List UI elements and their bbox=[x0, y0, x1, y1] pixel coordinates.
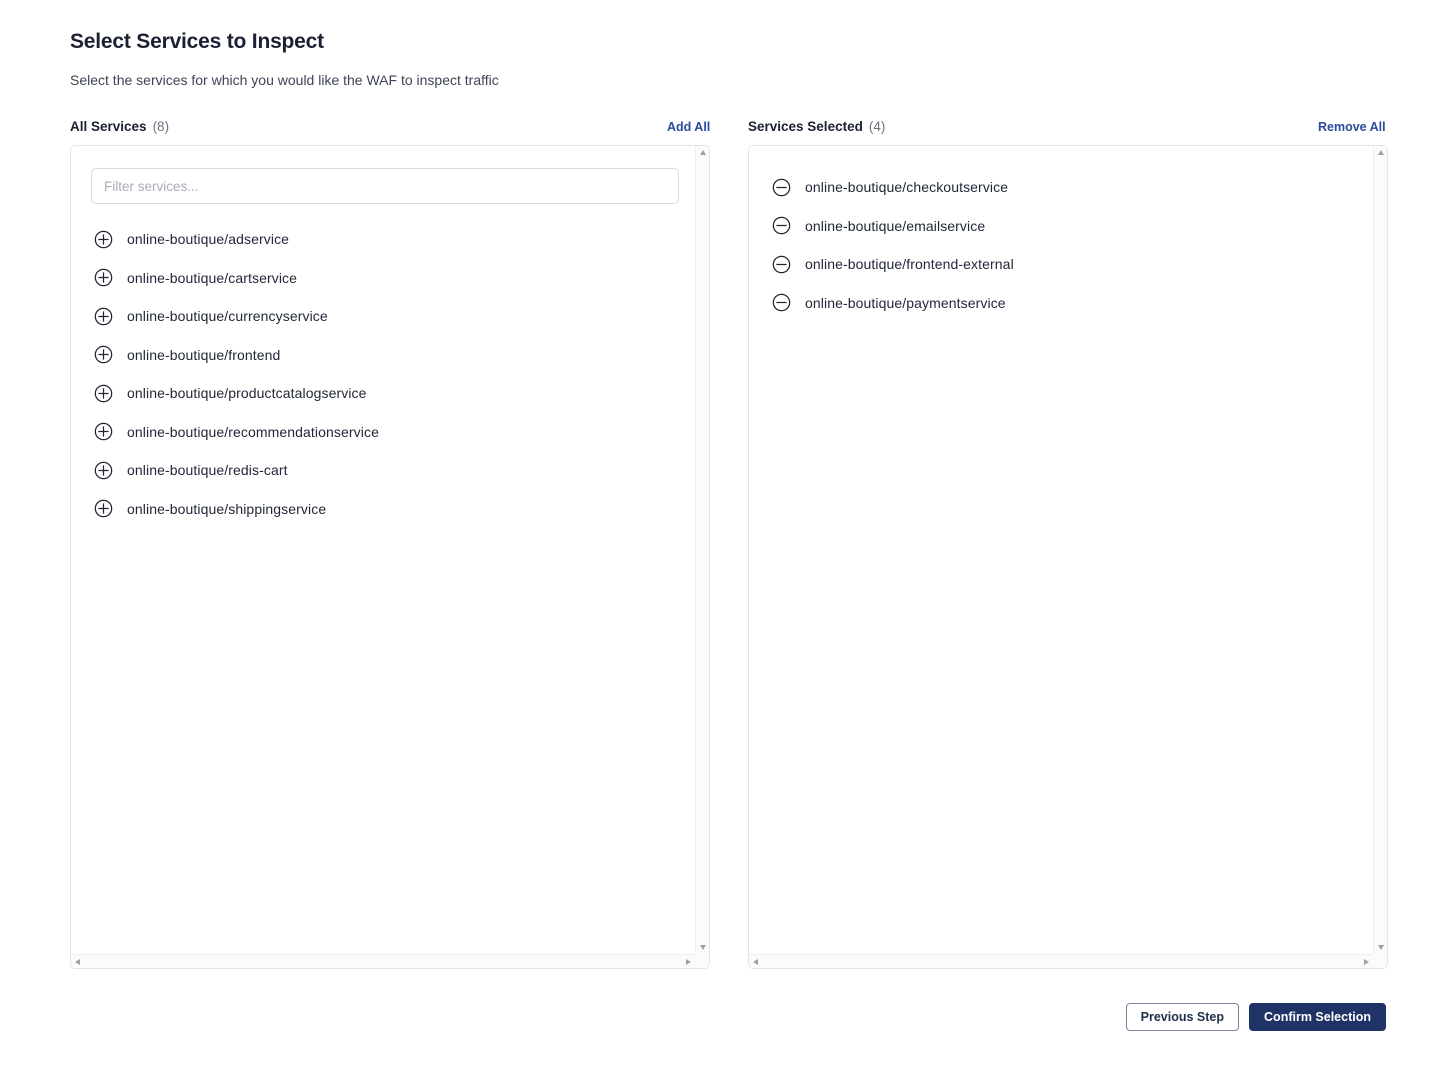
services-selected-count: (4) bbox=[868, 119, 886, 134]
services-selected-panel bbox=[748, 145, 1388, 969]
service-name: online-boutique/redis-cart bbox=[127, 462, 288, 479]
previous-step-button[interactable]: Previous Step bbox=[1126, 1003, 1239, 1031]
plus-circle-icon bbox=[94, 268, 113, 287]
all-services-list bbox=[71, 204, 695, 528]
service-name: online-boutique/frontend bbox=[127, 346, 281, 363]
services-selected-scroll-content bbox=[749, 146, 1373, 954]
scroll-left-icon[interactable] bbox=[75, 959, 80, 965]
add-all-button[interactable]: Add All bbox=[667, 120, 711, 134]
services-selected-title: Services Selected bbox=[748, 119, 863, 134]
confirm-selection-button[interactable]: Confirm Selection bbox=[1249, 1003, 1386, 1031]
plus-circle-icon bbox=[94, 307, 113, 326]
service-name: online-boutique/checkoutservice bbox=[805, 179, 1009, 196]
list-item[interactable] bbox=[71, 490, 695, 529]
selected-services-list bbox=[749, 146, 1373, 322]
page-subtitle: Select the services for which you would like the WAF to inspect traffic bbox=[70, 72, 499, 88]
filter-container bbox=[71, 146, 695, 204]
service-name: online-boutique/cartservice bbox=[127, 269, 298, 286]
service-name: online-boutique/emailservice bbox=[805, 217, 986, 234]
footer-actions bbox=[1126, 1003, 1386, 1031]
scrollbar-corner bbox=[695, 954, 709, 968]
all-services-header bbox=[70, 119, 169, 139]
service-name: online-boutique/currencyservice bbox=[127, 308, 328, 325]
service-name: online-boutique/productcatalogservice bbox=[127, 385, 367, 402]
minus-circle-icon bbox=[772, 293, 791, 312]
plus-circle-icon bbox=[94, 384, 113, 403]
scroll-left-icon[interactable] bbox=[753, 959, 758, 965]
filter-services-input[interactable] bbox=[91, 168, 679, 204]
vertical-scrollbar[interactable] bbox=[1373, 146, 1387, 954]
services-selected-header bbox=[748, 119, 885, 139]
all-services-panel bbox=[70, 145, 710, 969]
scroll-up-icon[interactable] bbox=[700, 150, 706, 155]
list-item[interactable] bbox=[749, 284, 1373, 323]
list-item[interactable] bbox=[71, 259, 695, 298]
list-item[interactable] bbox=[71, 451, 695, 490]
list-item[interactable] bbox=[71, 220, 695, 259]
minus-circle-icon bbox=[772, 178, 791, 197]
list-item[interactable] bbox=[71, 374, 695, 413]
horizontal-scrollbar[interactable] bbox=[71, 954, 695, 968]
scroll-down-icon[interactable] bbox=[700, 945, 706, 950]
plus-circle-icon bbox=[94, 499, 113, 518]
plus-circle-icon bbox=[94, 422, 113, 441]
vertical-scrollbar[interactable] bbox=[695, 146, 709, 954]
minus-circle-icon bbox=[772, 216, 791, 235]
list-item[interactable] bbox=[71, 297, 695, 336]
list-item[interactable] bbox=[749, 168, 1373, 207]
scroll-right-icon[interactable] bbox=[686, 959, 691, 965]
minus-circle-icon bbox=[772, 255, 791, 274]
service-name: online-boutique/frontend-external bbox=[805, 256, 1014, 273]
plus-circle-icon bbox=[94, 230, 113, 249]
all-services-count: (8) bbox=[152, 119, 170, 134]
scrollbar-corner bbox=[1373, 954, 1387, 968]
plus-circle-icon bbox=[94, 345, 113, 364]
scroll-right-icon[interactable] bbox=[1364, 959, 1369, 965]
scroll-down-icon[interactable] bbox=[1378, 945, 1384, 950]
all-services-scroll-content bbox=[71, 146, 695, 954]
all-services-title: All Services bbox=[70, 119, 147, 134]
service-name: online-boutique/recommendationservice bbox=[127, 423, 379, 440]
list-item[interactable] bbox=[749, 207, 1373, 246]
service-name: online-boutique/shippingservice bbox=[127, 500, 327, 517]
horizontal-scrollbar[interactable] bbox=[749, 954, 1373, 968]
list-item[interactable] bbox=[749, 245, 1373, 284]
service-name: online-boutique/adservice bbox=[127, 231, 290, 248]
service-name: online-boutique/paymentservice bbox=[805, 294, 1006, 311]
plus-circle-icon bbox=[94, 461, 113, 480]
page-title: Select Services to Inspect bbox=[70, 30, 324, 53]
scroll-up-icon[interactable] bbox=[1378, 150, 1384, 155]
remove-all-button[interactable]: Remove All bbox=[1318, 120, 1386, 134]
list-item[interactable] bbox=[71, 413, 695, 452]
list-item[interactable] bbox=[71, 336, 695, 375]
